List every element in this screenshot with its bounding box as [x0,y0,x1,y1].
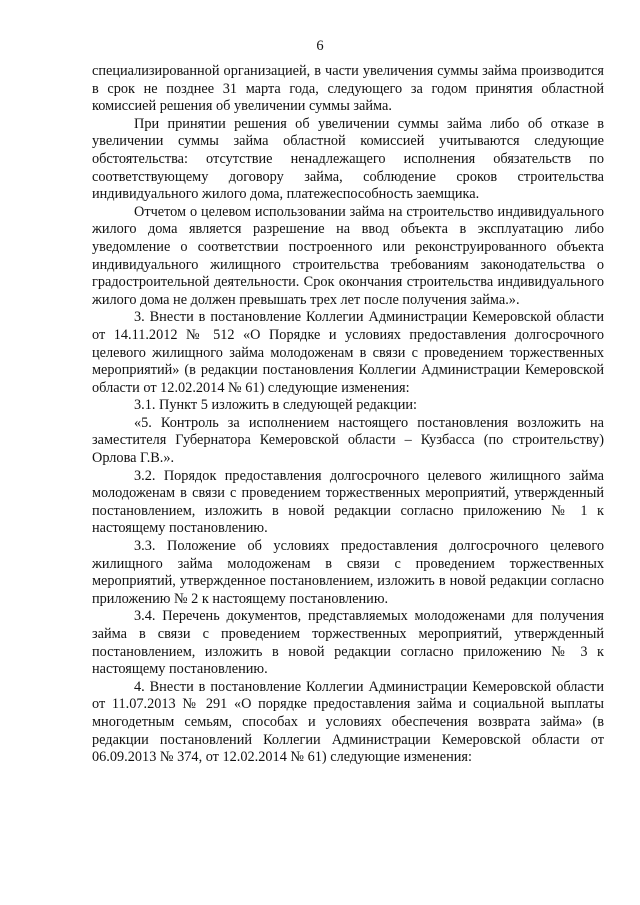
paragraph-quote-5: «5. Контроль за исполнением настоящего постановления возложить на заместителя Губернатора Кемеровской области – Кузбасса (по строительству) Орлова Г.В.». [92,414,604,467]
paragraph-continuation: специализированной организацией, в части увеличения суммы займа производится в срок не позднее 31 марта года, следующего за годом принятия областной комиссией решения об увеличении суммы займа. [92,63,604,115]
paragraph-item-3-1: 3.1. Пункт 5 изложить в следующей редакции: [134,397,417,414]
paragraph-item-3-4: 3.4. Перечень документов, представляемых молодоженами для получения займа в связи с проведением торжественных мероприятий, утвержденный постановлением, изложить в новой редакции согласно приложению № 3 к настоящему постановлению. [92,608,604,678]
paragraph-item-3-2: 3.2. Порядок предоставления долгосрочного целевого жилищного займа молодоженам в связи с проведением торжественных мероприятий, утвержденный постановлением, изложить в новой редакции согласно приложению № 1 к настоящему постановлению. [92,467,604,537]
paragraph-item-3-3: 3.3. Положение об условиях предоставления долгосрочного целевого жилищного займа молодоженам в связи с проведением торжественных мероприятий, утвержденное постановлением, изложить в новой редакции согласно приложению № 2 к настоящему постановлению. [92,538,604,607]
paragraph-item-3: 3. Внести в постановление Коллегии Администрации Кемеровской области от 14.11.2012 № 512 «О Порядке и условиях предоставления долгосрочного целевого жилищного займа молодоженам в связи с проведением торжественных мероприятий» (в редакции постановления Коллегии Администрации Кемеровской области от 12.02.2014 № 61) следующие изменения: [92,309,604,396]
paragraph-report: Отчетом о целевом использовании займа на строительство индивидуального жилого дома является разрешение на ввод объекта в эксплуатацию либо уведомление о соответствии построенного или реконструированного объекта индивидуального жилищного строительства требованиям законодательства о градостроительной деятельности. Срок окончания строительства индивидуального жилого дома не должен превышать трех лет после получения займа.». [92,203,604,308]
document-body [92,63,604,767]
page-number: 6 [316,38,324,54]
paragraph-decision-conditions: При принятии решения об увеличении суммы займа либо об отказе в увеличении суммы займа областной комиссией учитываются следующие обстоятельства: отсутствие ненадлежащего исполнения обязательств по соответствующему договору займа, соблюдение сроков строительства индивидуального жилого дома, платежеспособность заемщика. [92,115,604,203]
paragraph-item-4: 4. Внести в постановление Коллегии Администрации Кемеровской области от 11.07.2013 № 291 «О порядке предоставления займа и социальной выплаты многодетным семьям, способах и условиях обеспечения возврата займа» (в редакции постановлений Коллегии Администрации Кемеровской области от 06.09.2013 № 374, от 12.02.2014 № 61) следующие изменения: [92,678,604,766]
